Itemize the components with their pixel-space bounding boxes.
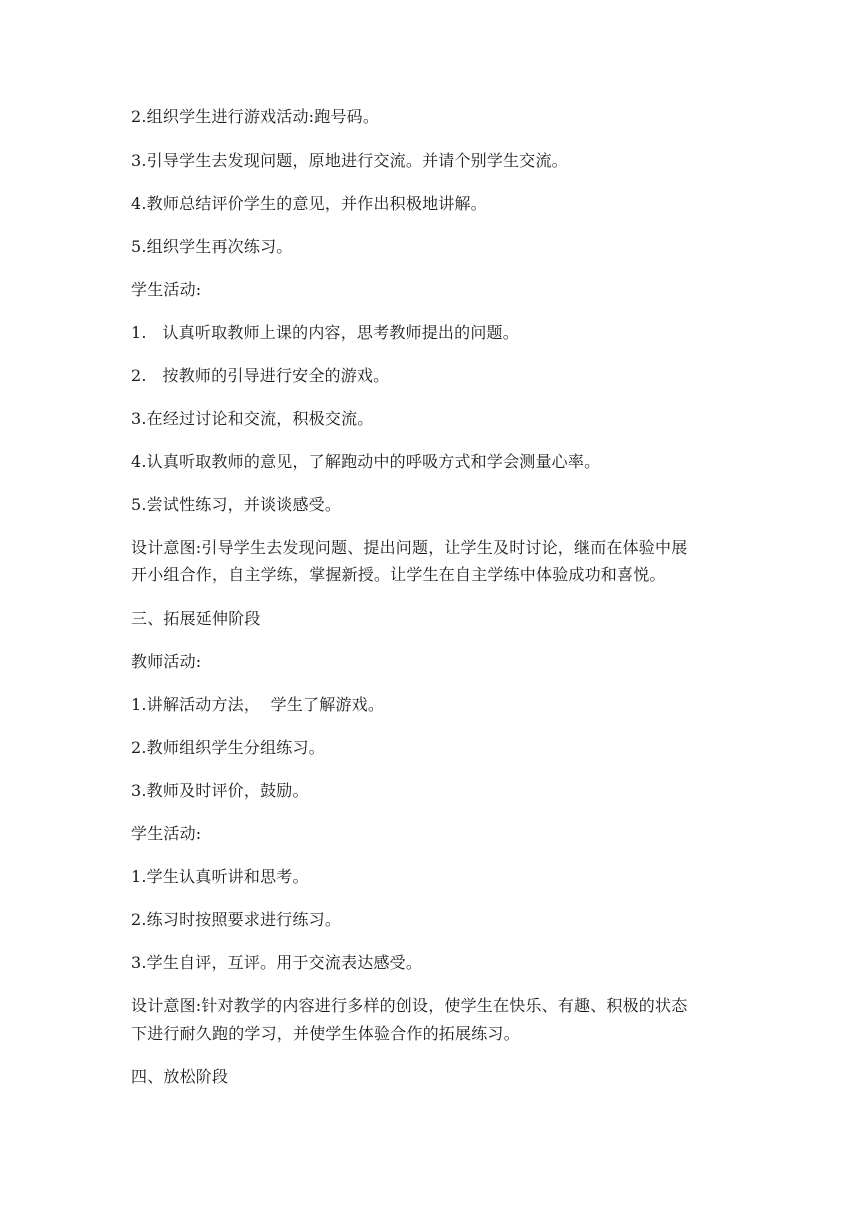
step-4-teacher-summary: 4.教师总结评价学生的意见，并作出积极地讲解。 <box>131 194 487 213</box>
student-activity-heading: 学生活动: <box>131 280 202 299</box>
step-5-practice-again: 5.组织学生再次练习。 <box>131 237 293 256</box>
student-step-5: 5.尝试性练习，并谈谈感受。 <box>131 495 342 514</box>
teacher-step-3: 3.教师及时评价，鼓励。 <box>131 781 309 800</box>
student2-step-1: 1.学生认真听讲和思考。 <box>131 867 309 886</box>
design-intent-line-1: 设计意图:引导学生去发现问题、提出问题，让学生及时讨论，继而在体验中展 <box>131 538 688 557</box>
student-activity-heading-2: 学生活动: <box>131 824 202 843</box>
section-heading-relax: 四、放松阶段 <box>131 1067 229 1086</box>
teacher-step-1: 1.讲解活动方法， 学生了解游戏。 <box>131 695 385 714</box>
student-step-4: 4.认真听取教师的意见，了解跑动中的呼吸方式和学会测量心率。 <box>131 452 601 471</box>
teacher-step-2: 2.教师组织学生分组练习。 <box>131 738 325 757</box>
student2-step-2: 2.练习时按照要求进行练习。 <box>131 910 342 929</box>
design-intent-2-line-1: 设计意图:针对教学的内容进行多样的创设，使学生在快乐、有趣、积极的状态 <box>131 996 688 1015</box>
step-3-discover-problems: 3.引导学生去发现问题，原地进行交流。并请个别学生交流。 <box>131 151 568 170</box>
student-step-2: 2. 按教师的引导进行安全的游戏。 <box>131 366 390 385</box>
section-heading-extension: 三、拓展延伸阶段 <box>131 609 261 628</box>
student-step-1: 1. 认真听取教师上课的内容，思考教师提出的问题。 <box>131 323 519 342</box>
step-2-game-activity: 2.组织学生进行游戏活动:跑号码。 <box>131 107 380 126</box>
student-step-3: 3.在经过讨论和交流，积极交流。 <box>131 409 374 428</box>
design-intent-2-line-2: 下进行耐久跑的学习，并使学生体验合作的拓展练习。 <box>131 1024 520 1043</box>
teacher-activity-heading: 教师活动: <box>131 652 202 671</box>
design-intent-line-2: 开小组合作，自主学练，掌握新授。让学生在自主学练中体验成功和喜悦。 <box>131 565 666 584</box>
student2-step-3: 3.学生自评，互评。用于交流表达感受。 <box>131 953 423 972</box>
